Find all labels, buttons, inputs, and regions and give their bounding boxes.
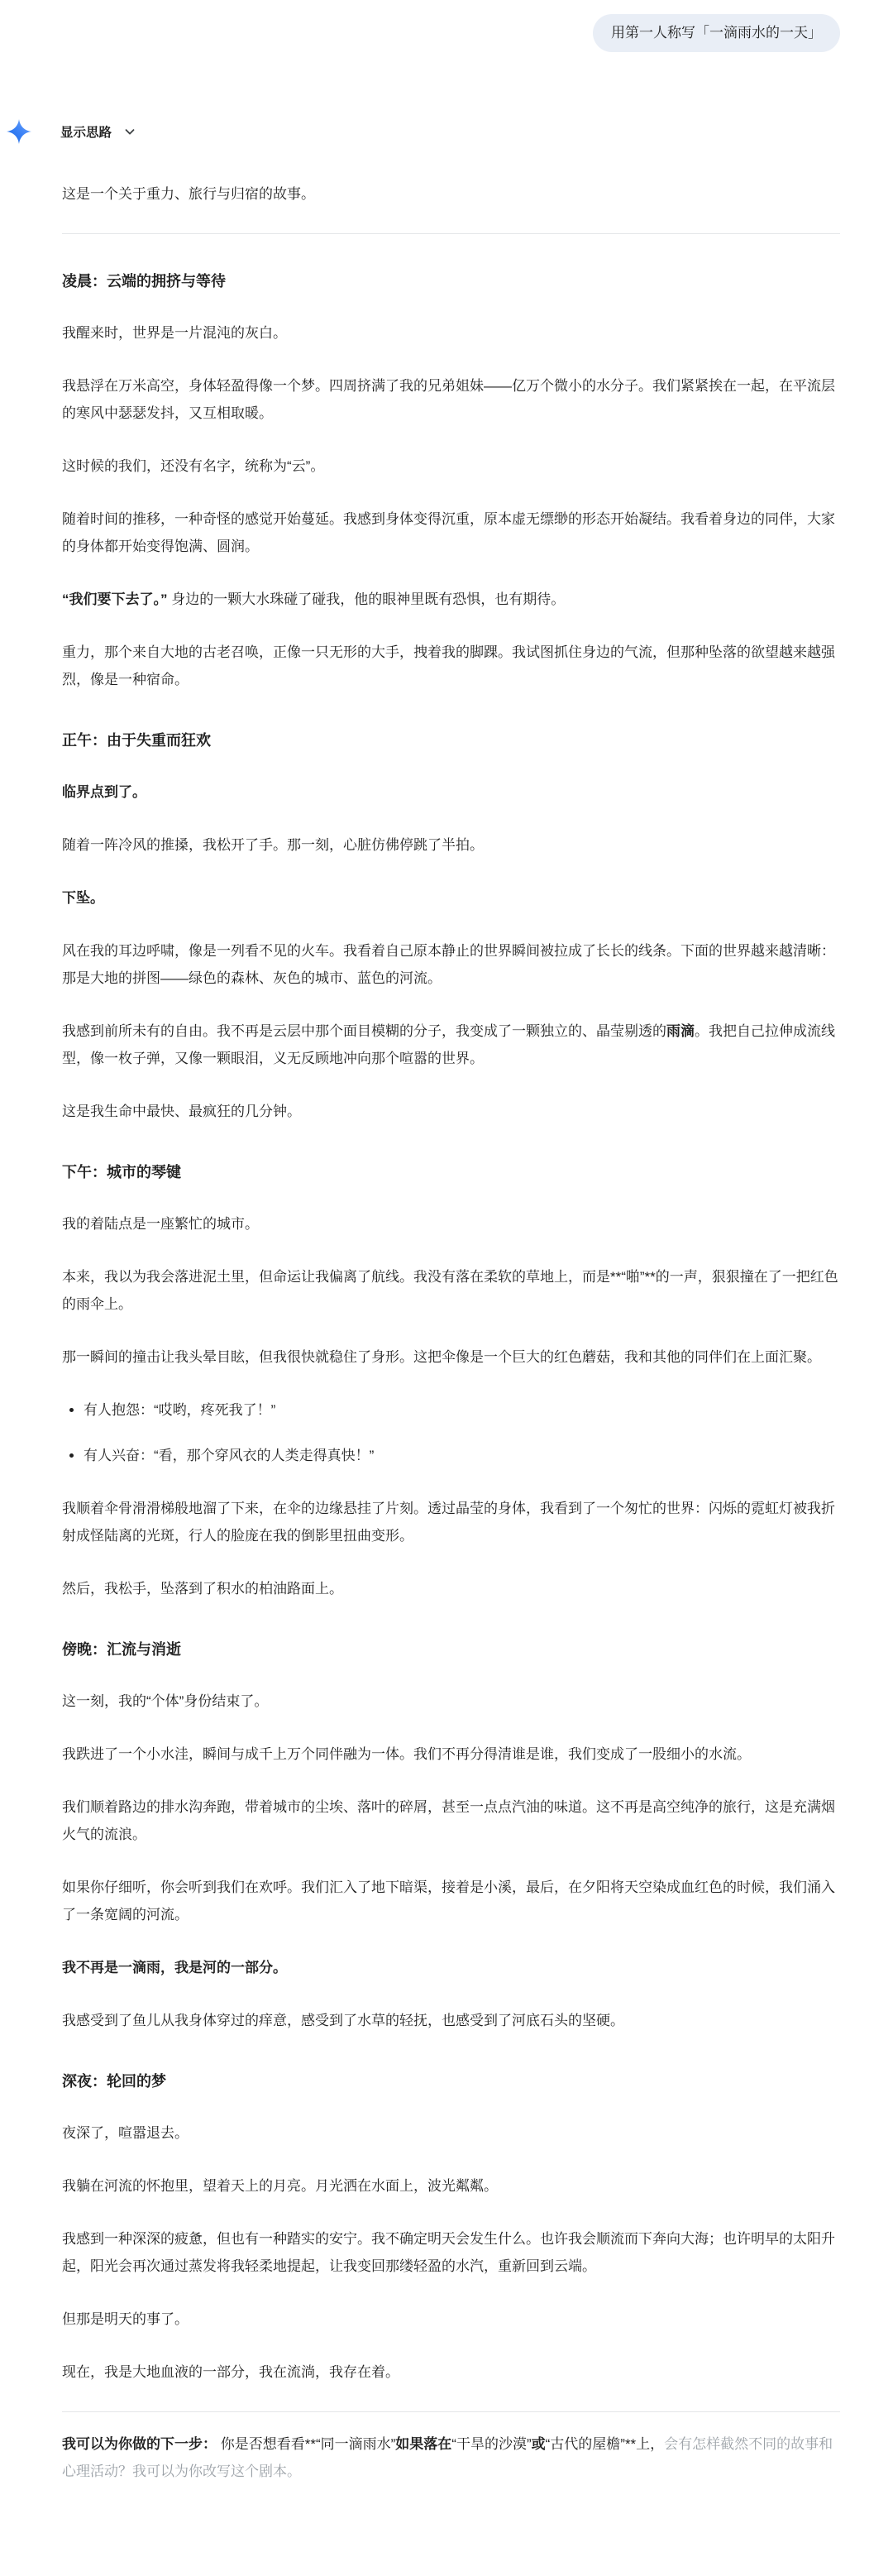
text-run: 你是否想看看**“同一滴雨水” bbox=[217, 2436, 396, 2452]
text-run: 这是一个关于重力、旅行与归宿的故事。 bbox=[62, 186, 315, 202]
text-run: 风在我的耳边呼啸，像是一列看不见的火车。我看着自己原本静止的世界瞬间被拉成了长长的线条。下面的世界越来越清晰：那是大地的拼图——绿色的森林、灰色的城市、蓝色的河流。 bbox=[62, 943, 835, 986]
text-run: 现在，我是大地血液的一部分，我在流淌，我存在着。 bbox=[62, 2364, 399, 2380]
list-item bbox=[84, 1396, 840, 1424]
paragraph bbox=[62, 1343, 840, 1371]
model-response-turn bbox=[0, 118, 893, 2485]
text-run: 但那是明天的事了。 bbox=[62, 2311, 189, 2327]
paragraph bbox=[62, 1688, 840, 1715]
text-run: 随着一阵冷风的推搡，我松开了手。那一刻，心脏仿佛停跳了半拍。 bbox=[62, 837, 484, 853]
paragraph bbox=[62, 1874, 840, 1928]
text-run: 这一刻，我的“个体”身份结束了。 bbox=[62, 1693, 269, 1709]
bold-text-run: 我不再是一滴雨，我是河的一部分。 bbox=[62, 1960, 287, 1975]
bullet-list bbox=[62, 1396, 840, 1469]
paragraph bbox=[62, 2119, 840, 2147]
text-run: 重力，那个来自大地的古老召唤，正像一只无形的大手，拽着我的脚踝。我试图抓住身边的气流，但那种坠落的欲望越来越强烈，像是一种宿命。 bbox=[62, 644, 835, 687]
bold-text-run: 如果落在 bbox=[395, 2436, 452, 2452]
text-run: 我悬浮在万米高空，身体轻盈得像一个梦。四周挤满了我的兄弟姐妹——亿万个微小的水分子。我们紧紧挨在一起，在平流层的寒风中瑟瑟发抖，又互相取暖。 bbox=[62, 378, 835, 421]
paragraph bbox=[62, 1495, 840, 1549]
bold-text-run: 或 bbox=[531, 2436, 546, 2452]
text-run: 我醒来时，世界是一片混沌的灰白。 bbox=[62, 325, 287, 341]
text-run: 我感受到了鱼儿从我身体穿过的痒意，感受到了水草的轻抚，也感受到了河底石头的坚硬。 bbox=[62, 2013, 624, 2028]
section-heading: 下午：城市的琴键 bbox=[62, 1164, 181, 1180]
paragraph bbox=[62, 937, 840, 992]
text-run: 我感到前所未有的自由。我不再是云层中那个面目模糊的分子，我变成了一颗独立的、晶莹剔透的 bbox=[62, 1023, 666, 1039]
text-run: 如果你仔细听，你会听到我们在欢呼。我们汇入了地下暗渠，接着是小溪，最后，在夕阳将天空染成血红色的时候，我们涌入了一条宽阔的河流。 bbox=[62, 1879, 835, 1922]
section-heading: 傍晚：汇流与消逝 bbox=[62, 1641, 181, 1658]
section-heading: 正午：由于失重而狂欢 bbox=[62, 732, 211, 749]
paragraph bbox=[62, 1575, 840, 1602]
paragraph bbox=[62, 505, 840, 560]
text-run: 这时候的我们，还没有名字，统称为“云”。 bbox=[62, 458, 325, 474]
paragraph bbox=[62, 2172, 840, 2200]
section-heading: 深夜：轮回的梦 bbox=[62, 2073, 166, 2090]
paragraph bbox=[62, 2225, 840, 2280]
paragraph bbox=[62, 1740, 840, 1768]
gemini-sparkle-icon bbox=[7, 119, 31, 144]
text-run: 我顺着伞骨滑滑梯般地溜了下来，在伞的边缘悬挂了片刻。透过晶莹的身体，我看到了一个匆忙的世界：闪烁的霓虹灯被我折射成怪陆离的光斑，行人的脸庞在我的倒影里扭曲变形。 bbox=[62, 1501, 835, 1544]
response-content bbox=[62, 180, 840, 2485]
text-run: 我们顺着路边的排水沟奔跑，带着城市的尘埃、落叶的碎屑，甚至一点点汽油的味道。这不再是高空纯净的旅行，这是充满烟火气的流浪。 bbox=[62, 1799, 835, 1842]
paragraph bbox=[62, 1098, 840, 1125]
paragraph bbox=[62, 1210, 840, 1238]
show-thinking-label: 显示思路 bbox=[60, 126, 112, 140]
paragraph bbox=[62, 2358, 840, 2386]
paragraph bbox=[62, 2430, 840, 2485]
text-run: 会有怎样截然不同的故事和心理活动？我可以为你改写这个剧本。 bbox=[62, 2436, 833, 2479]
list-item bbox=[84, 1442, 840, 1469]
text-run: 。我把自己拉伸成流线型，像一枚子弹，又像一颗眼泪，义无反顾地冲向那个喧嚣的世界。 bbox=[62, 1023, 835, 1066]
paragraph bbox=[62, 586, 840, 613]
paragraph bbox=[62, 2305, 840, 2333]
paragraph bbox=[62, 1263, 840, 1318]
paragraph bbox=[62, 180, 840, 208]
text-run: 我感到一种深深的疲惫，但也有一种踏实的安宁。我不确定明天会发生什么。也许我会顺流而下奔向大海；也许明早的太阳升起，阳光会再次通过蒸发将我轻柔地提起，让我变回那缕轻盈的水汽，重新回到云端。 bbox=[62, 2231, 835, 2274]
bold-text-run: 雨滴 bbox=[666, 1023, 695, 1039]
text-run: “古代的屋檐” bbox=[545, 2436, 625, 2452]
text-run: **上， bbox=[624, 2436, 665, 2452]
text-run: 夜深了，喧嚣退去。 bbox=[62, 2125, 189, 2141]
text-run: 然后，我松手，坠落到了积水的柏油路面上。 bbox=[62, 1581, 343, 1597]
user-message-text: 用第一人称写「一滴雨水的一天」 bbox=[611, 25, 822, 41]
text-run: 本来，我以为我会落进泥土里，但命运让我偏离了航线。我没有落在柔软的草地上，而是**“啪”**的一声，狠狠撞在了一把红色的雨伞上。 bbox=[62, 1269, 838, 1312]
section-heading: 凌晨：云端的拥挤与等待 bbox=[62, 273, 226, 290]
paragraph bbox=[62, 1793, 840, 1848]
model-turn-header bbox=[7, 118, 893, 145]
text-run: 我跌进了一个小水洼，瞬间与成千上万个同伴融为一体。我们不再分得清谁是谁，我们变成了一股细小的水流。 bbox=[62, 1746, 751, 1762]
paragraph bbox=[62, 452, 840, 480]
text-run: 有人抱怨：“哎哟，疼死我了！” bbox=[84, 1402, 276, 1418]
paragraph bbox=[62, 639, 840, 693]
paragraph bbox=[62, 1954, 840, 1981]
text-run: “干旱的沙漠” bbox=[451, 2436, 532, 2452]
text-run: 随着时间的推移，一种奇怪的感觉开始蔓延。我感到身体变得沉重，原本虚无缥缈的形态开始凝结。我看着身边的同伴，大家的身体都开始变得饱满、圆润。 bbox=[62, 511, 835, 554]
text-run: 我的着陆点是一座繁忙的城市。 bbox=[62, 1216, 259, 1232]
text-run: 有人兴奋：“看，那个穿风衣的人类走得真快！” bbox=[84, 1448, 375, 1463]
paragraph bbox=[62, 778, 840, 806]
bold-text-run: 下坠。 bbox=[62, 890, 104, 906]
bold-text-run: 我可以为你做的下一步： bbox=[62, 2436, 217, 2452]
paragraph bbox=[62, 884, 840, 912]
text-run: 身边的一颗大水珠碰了碰我，他的眼神里既有恐惧，也有期待。 bbox=[167, 591, 566, 607]
paragraph bbox=[62, 831, 840, 859]
paragraph bbox=[62, 1017, 840, 1072]
paragraph bbox=[62, 2007, 840, 2034]
bold-text-run: 临界点到了。 bbox=[62, 784, 146, 800]
divider bbox=[62, 2411, 840, 2412]
bold-text-run: “我们要下去了。” bbox=[62, 591, 168, 607]
text-run: 这是我生命中最快、最疯狂的几分钟。 bbox=[62, 1104, 301, 1119]
show-thinking-toggle[interactable] bbox=[60, 122, 137, 141]
user-message-bubble bbox=[593, 14, 840, 52]
chevron-down-icon bbox=[122, 124, 137, 139]
user-message-row bbox=[0, 0, 893, 52]
paragraph bbox=[62, 319, 840, 347]
text-run: 我躺在河流的怀抱里，望着天上的月亮。月光洒在水面上，波光粼粼。 bbox=[62, 2178, 498, 2194]
text-run: 那一瞬间的撞击让我头晕目眩，但我很快就稳住了身形。这把伞像是一个巨大的红色蘑菇，我和其他的同伴们在上面汇聚。 bbox=[62, 1349, 821, 1365]
divider bbox=[62, 233, 840, 234]
paragraph bbox=[62, 372, 840, 427]
